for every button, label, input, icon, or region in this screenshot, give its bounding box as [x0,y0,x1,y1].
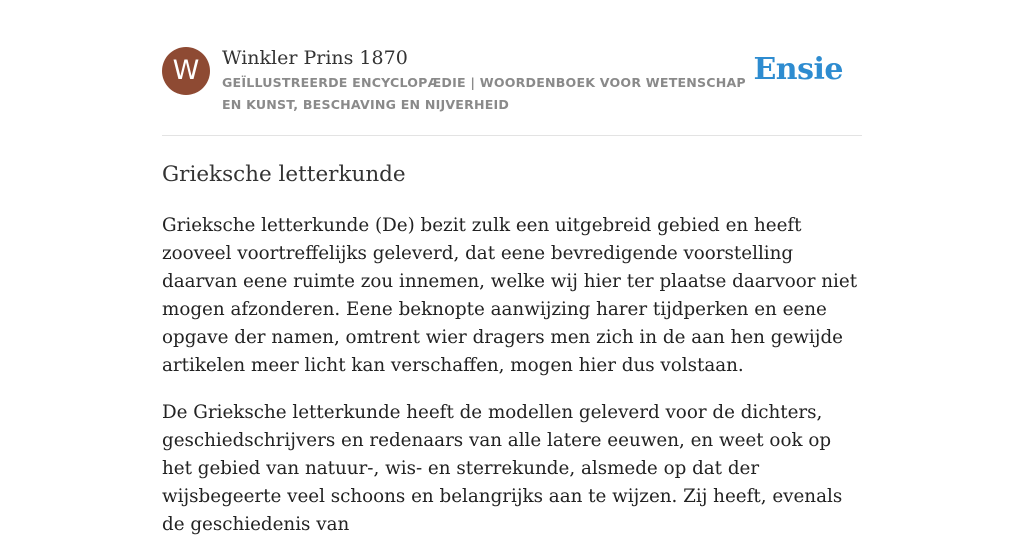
source-subtitle: GEÏLLUSTREERDE ENCYCLOPÆDIE | WOORDENBOEK VOOR WETENSCHAP EN KUNST, BESCHAVING EN NIJVERHEID [222,75,746,112]
source-title[interactable]: Winkler Prins 1870 [222,47,408,69]
page-container [162,44,862,539]
source-info [222,44,762,116]
article-title: Grieksche letterkunde [162,162,406,187]
source-header [162,44,862,136]
source-avatar[interactable]: W [162,47,210,95]
article-paragraph: De Grieksche letterkunde heeft de modellen geleverd voor de dichters, geschiedschrijvers en redenaars van alle latere eeuwen, en weet ook op het gebied van natuur-, wis- en sterrekunde, alsmede op dat der wijsbegeerte veel schoons en belangrijks aan te wijzen. Zij heeft, evenals de geschiedenis van [162,402,843,535]
article-paragraph: Grieksche letterkunde (De) bezit zulk een uitgebreid gebied en heeft zooveel voortreffelijks geleverd, dat eene bevredigende voorstelling daarvan eene ruimte zou innemen, welke wij hier ter plaatse daarvoor niet mogen afzonderen. Eene beknopte aanwijzing harer tijdperken en eene opgave der namen, omtrent wier dragers men zich in de aan hen gewijde artikelen meer licht kan verschaffen, mogen hier dus volstaan. [162,215,858,376]
ensie-logo[interactable]: Ensie [753,52,843,87]
